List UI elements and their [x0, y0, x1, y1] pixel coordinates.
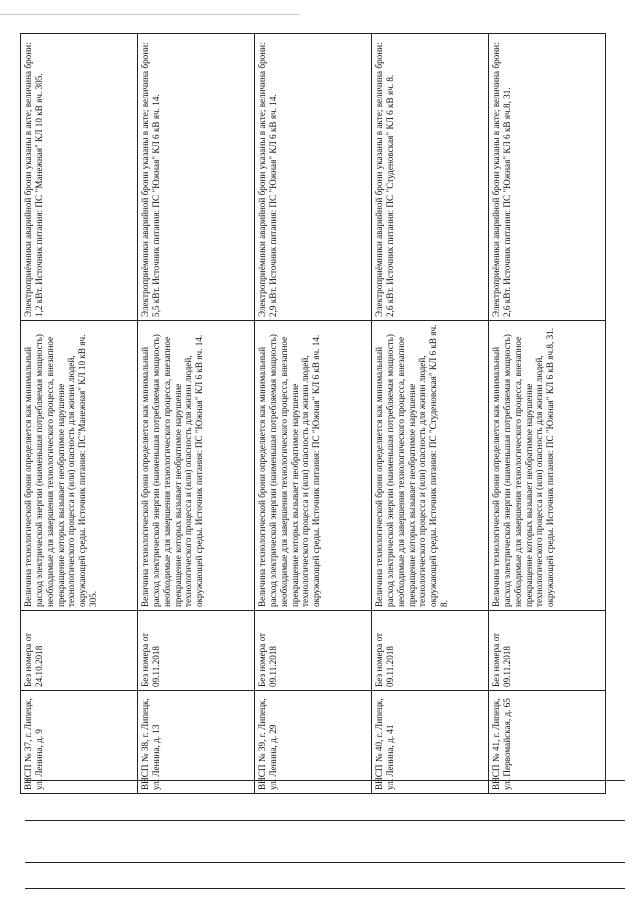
- act-cell: Без номера от 09.11.2018: [372, 611, 489, 691]
- object-cell: ВНСП № 37, г. Липецк, ул. Ленина, д. 9: [21, 691, 138, 794]
- bottom-rule-line: [25, 862, 625, 863]
- table-row: [255, 34, 372, 794]
- bottom-rule-line: [25, 820, 625, 821]
- act-cell: Без номера от 24.10.2018: [21, 611, 138, 691]
- scan-edge-line: [0, 14, 300, 15]
- emergency-reserve-cell: Электроприёмники аварийной брони указаны в акте; величина брони: 2,6 кВт. Источник питания: ПС "Студеновская" КЛ 6 кВ яч. 8.: [372, 34, 489, 321]
- table-row: [372, 34, 489, 794]
- table-row: [138, 34, 255, 794]
- power-reserve-table: [20, 33, 606, 794]
- table-row: [21, 34, 138, 794]
- tech-reserve-cell: Величина технологической брони определяется как минимальный расход электрической энергии (наименьшая потребляемая мощность) необходимые для завершения технологического процесса, внезапное прекращение которых вызывает необратимое нарушение технологического процесса и (или) опасность для жизни людей, окружающей среды. Источник питания: ПС "Студеновская" КЛ 6 кВ яч. 8.: [372, 321, 489, 611]
- object-cell: ВНСП № 41, г. Липецк, ул. Первомайская, д. 65: [489, 691, 606, 794]
- act-cell: Без номера от 09.11.2018: [138, 611, 255, 691]
- emergency-reserve-cell: Электроприёмники аварийной брони указаны в акте; величина брони: 1,2 кВт. Источник питания: ПС "Манежная" КЛ 10 кВ яч. 305.: [21, 34, 138, 321]
- emergency-reserve-cell: Электроприёмники аварийной брони указаны в акте; величина брони: 5,5 кВт. Источник питания: ПС "Южная" КЛ 6 кВ яч. 14.: [138, 34, 255, 321]
- tech-reserve-cell: Величина технологической брони определяется как минимальный расход электрической энергии (наименьшая потребляемая мощность) необходимые для завершения технологического процесса, внезапное прекращение которых вызывает необратимое нарушение технологического процесса и (или) опасность для жизни людей, окружающей среды. Источник питания: ПС"Манежная" КЛ 10 кВ яч. 305.: [21, 321, 138, 611]
- rotated-table-container: [20, 34, 605, 794]
- table-row: [489, 34, 606, 794]
- tech-reserve-cell: Величина технологической брони определяется как минимальный расход электрической энергии (наименьшая потребляемая мощность) необходимые для завершения технологического процесса, внезапное прекращение которых вызывает необратимое нарушение технологического процесса и (или) опасность для жизни людей, окружающей среды. Источник питания: ПС "Южная" КЛ 6 кВ яч.8, 31.: [489, 321, 606, 611]
- tech-reserve-cell: Величина технологической брони определяется как минимальный расход электрической энергии (наименьшая потребляемая мощность) необходимые для завершения технологического процесса, внезапное прекращение которых вызывает необратимое нарушение технологического процесса и (или) опасность для жизни людей, окружающей среды. Источник питания: ПС "Южная" КЛ 6 кВ яч. 14.: [138, 321, 255, 611]
- bottom-rule-line: [25, 888, 625, 889]
- object-cell: ВНСП № 38, г. Липецк, ул. Ленина, д. 13: [138, 691, 255, 794]
- tech-reserve-cell: Величина технологической брони определяется как минимальный расход электрической энергии (наименьшая потребляемая мощность) необходимые для завершения технологического процесса, внезапное прекращение которых вызывает необратимое нарушение технологического процесса и (или) опасность для жизни людей, окружающей среды. Источник питания: ПС "Южная" КЛ 6 кВ яч. 14.: [255, 321, 372, 611]
- emergency-reserve-cell: Электроприёмники аварийной брони указаны в акте; величина брони: 2,9 кВт. Источник питания: ПС "Южная" КЛ 6 кВ яч. 14.: [255, 34, 372, 321]
- act-cell: Без номера от 09.11.2018: [255, 611, 372, 691]
- object-cell: ВНСП № 40, г. Липецк, ул. Ленина, д. 41: [372, 691, 489, 794]
- bottom-rule-line: [25, 780, 625, 781]
- emergency-reserve-cell: Электроприёмники аварийной брони указаны в акте; величина брони: 2,6 кВт. Источник питания: ПС "Южная" КЛ 6 кВ яч.8, 31.: [489, 34, 606, 321]
- act-cell: Без номера от 09.11.2018: [489, 611, 606, 691]
- object-cell: ВНСП № 39, г. Липецк, ул. Ленина, д. 29: [255, 691, 372, 794]
